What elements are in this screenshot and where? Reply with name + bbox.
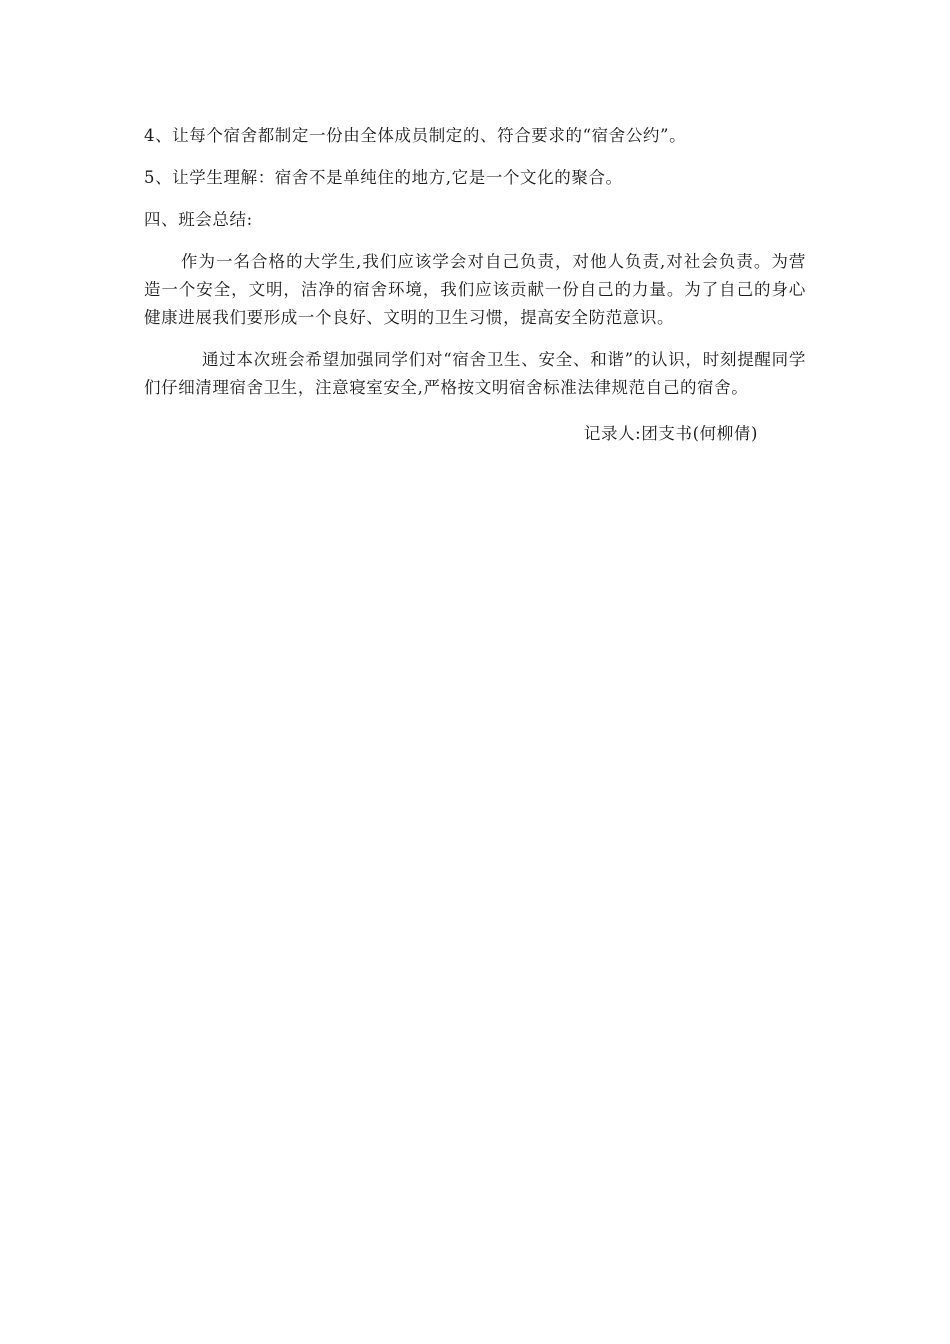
- summary-paragraph-2: 通过本次班会希望加强同学们对“宿舍卫生、安全、和谐”的认识，时刻提醒同学们仔细清理宿舍卫生，注意寝室安全,严格按文明宿舍标准法律规范自己的宿舍。: [144, 350, 806, 397]
- list-item-5: 5、让学生理解：宿舍不是单纯住的地方,它是一个文化的聚合。: [144, 168, 623, 187]
- recorder-signature: 记录人:团支书(何柳倩): [583, 424, 758, 443]
- document-body: [144, 122, 806, 465]
- summary-paragraph-1: 作为一名合格的大学生,我们应该学会对自己负责，对他人负责,对社会负责。为营造一个安全，文明，洁净的宿舍环境，我们应该贡献一份自己的力量。为了自己的身心健康进展我们要形成一个良好、文明的卫生习惯，提高安全防范意识。: [144, 252, 806, 327]
- list-item-4: 4、让每个宿舍都制定一份由全体成员制定的、符合要求的“宿舍公约”。: [144, 126, 687, 145]
- section-heading-summary: 四、班会总结:: [144, 210, 253, 229]
